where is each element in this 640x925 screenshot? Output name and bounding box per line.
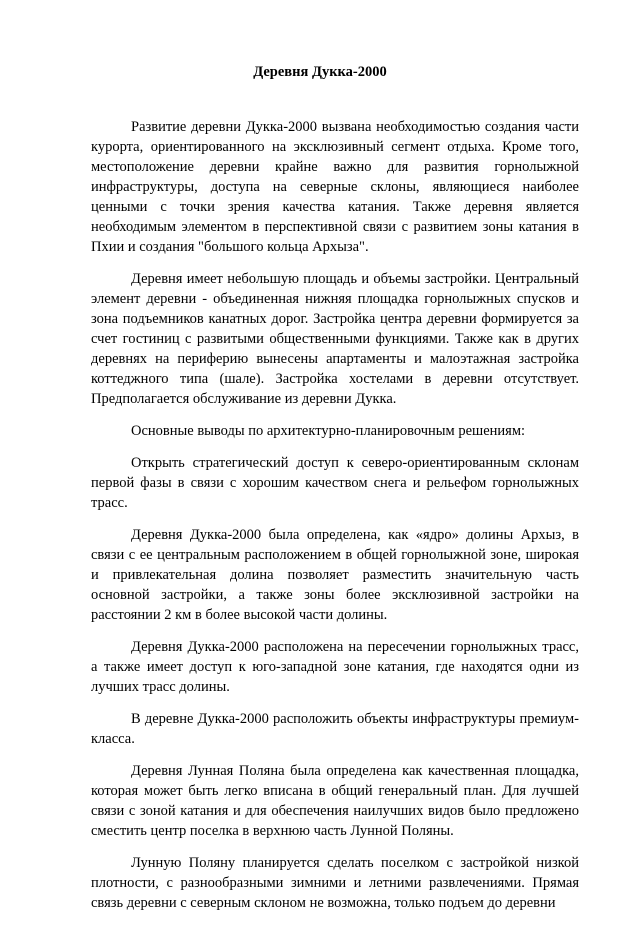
paragraph-conclusions-heading: Основные выводы по архитектурно-планировочным решениям: <box>131 423 526 439</box>
document-title: Деревня Дукка-2000 <box>253 64 387 80</box>
paragraph-village-area: Деревня имеет небольшую площадь и объемы застройки. Центральный элемент деревни - объединенная нижняя площадка горнолыжных спусков и зона подъемников канатных дорог. Застройка центра деревни формируется за счет гостиниц с развитыми общественными функциями. Также как в других деревнях на периферию вынесены апартаменты и малоэтажная застройка коттеджного типа (шале). Застройка хостелами в деревни отсутствует. Предполагается обслуживание из деревни Дукка. <box>91 271 579 407</box>
paragraph-strategic-access: Открыть стратегический доступ к северо-ориентированным склонам первой фазы в связи с хорошим качеством снега и рельефом горнолыжных трасс. <box>91 455 579 511</box>
paragraph-premium-infrastructure: В деревне Дукка-2000 расположить объекты инфраструктуры премиум-класса. <box>91 711 579 747</box>
paragraph-lunnaya-polyana-plan: Лунную Поляну планируется сделать поселком с застройкой низкой плотности, с разнообразными зимними и летними развлечениями. Прямая связь деревни с северным склоном не возможна, только подъем до деревни <box>91 855 579 911</box>
paragraph-valley-core: Деревня Дукка-2000 была определена, как «ядро» долины Архыз, в связи с ее центральным расположением в общей горнолыжной зоне, широкая и привлекательная долина позволяет разместить значительную часть основной застройки, а также зоны более эксклюзивной застройки на расстоянии 2 км в более высокой части долины. <box>91 527 579 623</box>
paragraph-development-reason: Развитие деревни Дукка-2000 вызвана необходимостью создания части курорта, ориентированного на эксклюзивный сегмент отдыха. Кроме того, местоположение деревни крайне важно для развития горнолыжной инфраструктуры, доступа на северные склоны, являющиеся наиболее ценными с точки зрения качества катания. Также деревня является необходимым элементом в перспективной связи с развитием зоны катания в Пхии и создания "большого кольца Архыза". <box>91 119 579 255</box>
document-body <box>91 117 579 925</box>
paragraph-slopes-intersection: Деревня Дукка-2000 расположена на пересечении горнолыжных трасс, а также имеет доступ к юго-западной зоне катания, где находятся одни из лучших трасс долины. <box>91 639 579 695</box>
paragraph-lunnaya-polyana: Деревня Лунная Поляна была определена как качественная площадка, которая может быть легко вписана в общий генеральный план. Для лучшей связи с зоной катания и для обеспечения наилучших видов было предложено сместить центр поселка в верхнюю часть Лунной Поляны. <box>91 763 579 839</box>
